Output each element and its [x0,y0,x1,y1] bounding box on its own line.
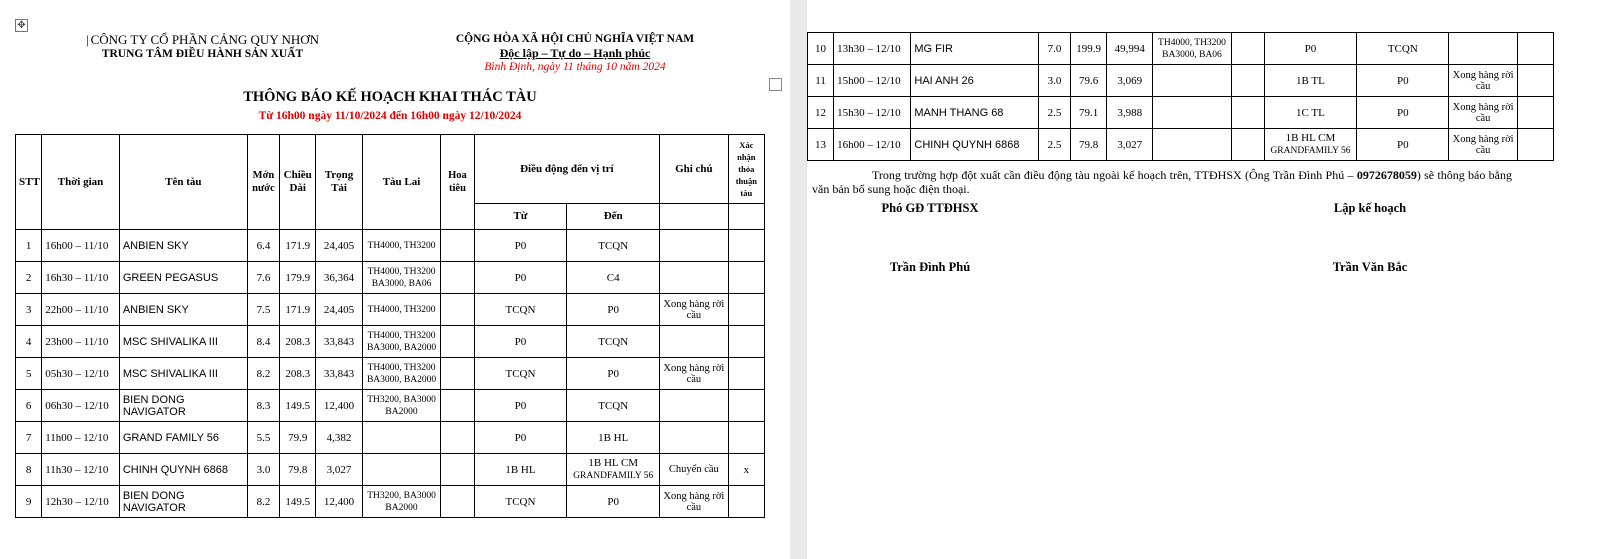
dispatch-note [812,168,1512,196]
cell-draft: 2.5 [1038,97,1070,129]
cell-ship-name: MSC SHIVALIKA III [119,358,247,390]
cell-ship-name: HAI ANH 26 [911,65,1039,97]
cell-to: TCQN [567,326,660,358]
table-row [16,454,765,486]
cell-ship-name: GRAND FAMILY 56 [119,422,247,454]
dispatch-note-text: Trong trường hợp đột xuất cần điều động tàu ngoài kế hoạch trên, TTĐHSX (Ông Trần Đình Phú – [872,168,1357,182]
cell-stt: 2 [16,262,42,294]
cell-tonnage: 33,843 [316,326,362,358]
cell-tug [1153,97,1231,129]
signature-left-name: Trần Đình Phú [889,260,971,274]
signature-right-name: Trần Văn Bắc [1332,260,1408,274]
cell-time: 05h30 – 12/10 [42,358,120,390]
cell-stt: 12 [808,97,834,129]
cell-tonnage: 3,027 [316,454,362,486]
col-header-pilot: Hoa tiêu [441,135,474,230]
cell-from: TCQN [474,294,567,326]
cell-stt: 6 [16,390,42,422]
cell-confirm [728,326,764,358]
col-header-note-sub [660,204,729,230]
cell-to: TCQN [1357,33,1449,65]
cell-to: TCQN [567,230,660,262]
cell-confirm [728,358,764,390]
cell-confirm [728,486,764,518]
col-header-note: Ghi chú [660,135,729,204]
cell-tug: TH4000, TH3200 BA3000, BA2000 [362,358,441,390]
company-name: | CÔNG TY CỔ PHẦN CẢNG QUY NHƠN [60,33,345,47]
cell-stt: 11 [808,65,834,97]
cell-time: 23h00 – 11/10 [42,326,120,358]
cell-confirm [728,294,764,326]
cell-confirm [1517,129,1553,161]
cell-note: Xong hàng rời cầu [1449,129,1517,161]
cell-to: P0 [1357,97,1449,129]
cell-note: Chuyển cầu [660,454,729,486]
cell-note: Xong hàng rời cầu [660,358,729,390]
cell-tonnage: 49,994 [1107,33,1153,65]
cell-pilot [1231,97,1264,129]
cell-pilot [441,390,474,422]
cell-to: P0 [1357,65,1449,97]
table-row [16,486,765,518]
cell-pilot [441,326,474,358]
cell-from-main: 1B HL CM [1285,132,1336,144]
cell-draft: 3.0 [247,454,279,486]
cell-confirm [1517,97,1553,129]
cell-time: 15h00 – 12/10 [834,65,911,97]
cell-tonnage: 3,988 [1107,97,1153,129]
cell-draft: 5.5 [247,422,279,454]
table-resize-handle-icon[interactable] [769,78,782,91]
cell-ship-name: GREEN PEGASUS [119,262,247,294]
col-header-from: Từ [474,204,567,230]
cell-time: 11h00 – 12/10 [42,422,120,454]
cell-stt: 7 [16,422,42,454]
nation-motto: Độc lập – Tự do – Hạnh phúc [499,46,651,60]
cell-stt: 10 [808,33,834,65]
cell-pilot [441,262,474,294]
cell-from: TCQN [474,358,567,390]
cell-from: P0 [1264,33,1356,65]
cell-confirm [1517,65,1553,97]
cell-from: TCQN [474,486,567,518]
cell-time: 13h30 – 12/10 [834,33,911,65]
cell-time: 22h00 – 11/10 [42,294,120,326]
cell-from [1264,129,1356,161]
cell-tonnage: 4,382 [316,422,362,454]
col-header-stt: STT [16,135,42,230]
cell-note: Xong hàng rời cầu [1449,97,1517,129]
cell-tug: TH3200, BA3000 BA2000 [362,390,441,422]
cell-stt: 13 [808,129,834,161]
cell-tug [362,454,441,486]
table-row [16,358,765,390]
dispatch-note-text-end: ) sẽ thông báo bằng văn bản bổ sung hoặc điện thoại. [812,168,1512,196]
table-row [16,422,765,454]
cell-time: 15h30 – 12/10 [834,97,911,129]
cell-tonnage: 33,843 [316,358,362,390]
cell-note: Xong hàng rời cầu [660,486,729,518]
cell-from: P0 [474,326,567,358]
cell-time: 12h30 – 12/10 [42,486,120,518]
cell-to: P0 [567,358,660,390]
cell-confirm [728,262,764,294]
cell-from: P0 [474,230,567,262]
cell-ship-name: CHINH QUYNH 6868 [911,129,1039,161]
col-header-length: Chiều Dài [280,135,316,230]
table-row [16,294,765,326]
cell-ship-name: ANBIEN SKY [119,294,247,326]
col-header-tonnage: Trọng Tải [316,135,362,230]
ship-plan-table-left [15,134,765,518]
notice-period: Từ 16h00 ngày 11/10/2024 đến 16h00 ngày 12/10/2024 [258,110,522,122]
cell-to: P0 [567,294,660,326]
cell-draft: 7.5 [247,294,279,326]
table-move-handle-icon[interactable]: ✥ [15,19,28,32]
cell-draft: 2.5 [1038,129,1070,161]
cell-pilot [441,358,474,390]
cell-tug: TH4000, TH3200 BA3000, BA06 [362,262,441,294]
cell-draft: 6.4 [247,230,279,262]
cell-length: 79.9 [280,422,316,454]
cell-tonnage: 12,400 [316,486,362,518]
cell-tonnage: 36,364 [316,262,362,294]
col-header-to: Đến [567,204,660,230]
nation-title: CỘNG HÒA XÃ HỘI CHỦ NGHĨA VIỆT NAM [455,33,695,45]
table-row [16,326,765,358]
cell-stt: 1 [16,230,42,262]
cell-ship-name: CHINH QUYNH 6868 [119,454,247,486]
cell-length: 79.8 [280,454,316,486]
cell-note [660,262,729,294]
col-header-tug: Tàu Lai [362,135,441,230]
cell-note [1449,33,1517,65]
cell-confirm [728,230,764,262]
cell-to-sub: GRANDFAMILY 56 [573,471,654,481]
cell-from-sub: GRANDFAMILY 56 [1270,146,1351,156]
cell-length: 149.5 [280,390,316,422]
cell-length: 171.9 [280,294,316,326]
company-department: TRUNG TÂM ĐIỀU HÀNH SẢN XUẤT [101,48,304,60]
cell-to: 1B HL [567,422,660,454]
cell-time: 16h30 – 11/10 [42,262,120,294]
cell-length: 199.9 [1071,33,1107,65]
cell-from: 1B HL [474,454,567,486]
cell-to: P0 [1357,129,1449,161]
cell-ship-name: BIEN DONG NAVIGATOR [119,486,247,518]
cell-tug: TH4000, TH3200 [362,294,441,326]
cell-tug: TH4000, TH3200 [362,230,441,262]
cell-tonnage: 24,405 [316,230,362,262]
cell-note [660,230,729,262]
cell-stt: 3 [16,294,42,326]
cell-length: 79.1 [1071,97,1107,129]
col-header-time: Thời gian [42,135,120,230]
cell-time: 16h00 – 12/10 [834,129,911,161]
table-row [16,262,765,294]
cell-pilot [441,422,474,454]
cell-time: 11h30 – 12/10 [42,454,120,486]
cell-draft: 8.2 [247,486,279,518]
cell-confirm [728,422,764,454]
cell-confirm: x [728,454,764,486]
cell-stt: 9 [16,486,42,518]
cell-tonnage: 12,400 [316,390,362,422]
cell-from: 1B TL [1264,65,1356,97]
cell-stt: 5 [16,358,42,390]
cell-tonnage: 3,027 [1107,129,1153,161]
cell-pilot [441,486,474,518]
cell-tug [1153,129,1231,161]
signature-left-title: Phó GĐ TTĐHSX [881,201,979,215]
cell-length: 79.8 [1071,129,1107,161]
notice-title: THÔNG BÁO KẾ HOẠCH KHAI THÁC TÀU [243,89,537,105]
cell-pilot [441,454,474,486]
cell-note [660,326,729,358]
cell-from: P0 [474,262,567,294]
cell-to-main: 1B HL CM [588,457,639,469]
cell-ship-name: MG FIR [911,33,1039,65]
table-row [16,230,765,262]
col-header-confirm-sub [728,204,764,230]
cell-time: 16h00 – 11/10 [42,230,120,262]
table-row [808,129,1554,161]
cell-tonnage: 3,069 [1107,65,1153,97]
cell-stt: 4 [16,326,42,358]
cell-note: Xong hàng rời cầu [1449,65,1517,97]
cell-to: C4 [567,262,660,294]
cell-length: 208.3 [280,326,316,358]
cell-draft: 8.3 [247,390,279,422]
cell-length: 79.6 [1071,65,1107,97]
col-header-confirm: Xác nhận thỏa thuận tàu [728,135,764,204]
cell-ship-name: MSC SHIVALIKA III [119,326,247,358]
cell-confirm [1517,33,1553,65]
cell-confirm [728,390,764,422]
cell-ship-name: MANH THANG 68 [911,97,1039,129]
cell-length: 171.9 [280,230,316,262]
cell-ship-name: BIEN DONG NAVIGATOR [119,390,247,422]
cell-pilot [1231,33,1264,65]
table-row [808,97,1554,129]
cell-length: 149.5 [280,486,316,518]
cell-tug: TH4000, TH3200 BA3000, BA2000 [362,326,441,358]
company-block [60,33,345,61]
cell-pilot [1231,65,1264,97]
table-row [808,33,1554,65]
cell-draft: 8.2 [247,358,279,390]
cell-tug: TH4000, TH3200 BA3000, BA06 [1153,33,1231,65]
cell-time: 06h30 – 12/10 [42,390,120,422]
cell-from: P0 [474,390,567,422]
cell-from: 1C TL [1264,97,1356,129]
cell-pilot [1231,129,1264,161]
national-header [420,32,730,74]
col-header-ship: Tên tàu [119,135,247,230]
cell-draft: 7.6 [247,262,279,294]
cell-tug [1153,65,1231,97]
cell-tug: TH3200, BA3000 BA2000 [362,486,441,518]
cell-note: Xong hàng rời cầu [660,294,729,326]
dispatch-note-phone: 0972678059 [1356,168,1417,182]
cell-to: TCQN [567,390,660,422]
cell-from: P0 [474,422,567,454]
ship-plan-table-right [807,32,1554,161]
cell-length: 179.9 [280,262,316,294]
cell-length: 208.3 [280,358,316,390]
col-header-dispatch: Điều động đến vị trí [474,135,659,204]
cell-ship-name: ANBIEN SKY [119,230,247,262]
cell-to: P0 [567,486,660,518]
cell-note [660,422,729,454]
cell-draft: 8.4 [247,326,279,358]
cell-tug [362,422,441,454]
cell-stt: 8 [16,454,42,486]
cell-draft: 7.0 [1038,33,1070,65]
cell-note [660,390,729,422]
cell-pilot [441,230,474,262]
table-row [808,65,1554,97]
col-header-draft: Mớn nước [247,135,279,230]
cell-draft: 3.0 [1038,65,1070,97]
cell-pilot [441,294,474,326]
place-date: Bình Định, ngày 11 tháng 10 năm 2024 [484,61,666,73]
cell-to [567,454,660,486]
signature-right-title: Lập kế hoạch [1333,201,1407,215]
table-row [16,390,765,422]
cell-tonnage: 24,405 [316,294,362,326]
